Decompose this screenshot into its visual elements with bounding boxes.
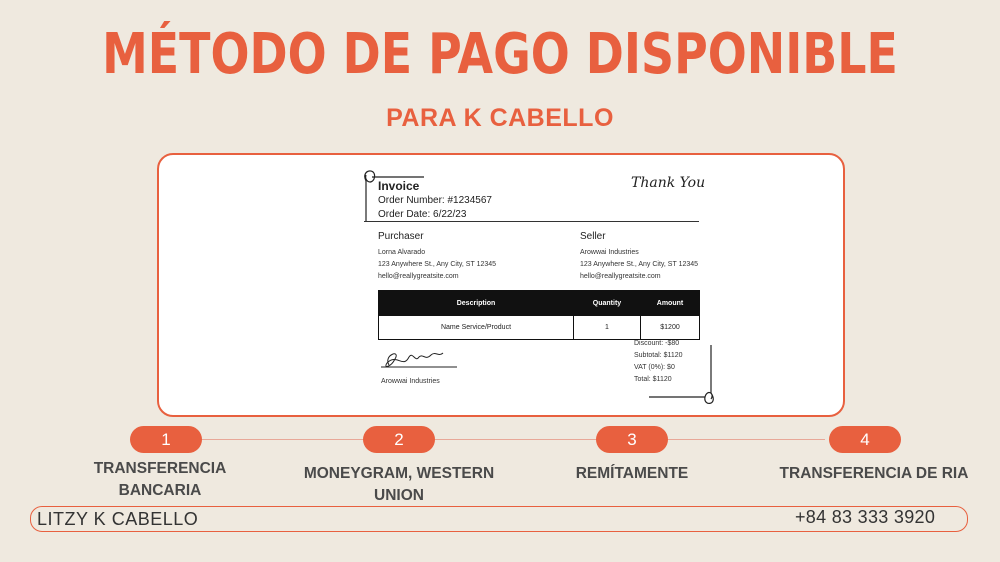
step-label-line: MONEYGRAM, WESTERN	[303, 465, 495, 482]
table-cell: $1200	[641, 316, 700, 340]
order-number: Order Number: #1234567	[378, 195, 492, 206]
step-badge-4: 4	[829, 426, 901, 453]
thank-you-script: Thank You	[631, 175, 706, 191]
invoice-heading: Invoice	[378, 179, 420, 193]
invoice-table	[378, 290, 700, 340]
step-label-4	[764, 463, 984, 485]
vat: VAT (0%): $0	[634, 364, 675, 371]
contact-phone: +84 83 333 3920	[795, 507, 936, 527]
purchaser-label: Purchaser	[378, 231, 424, 242]
step-badge-2: 2	[363, 426, 435, 453]
step-label-2	[290, 463, 508, 507]
signature-name: Arowwai Industries	[381, 378, 440, 385]
corner-flourish-icon	[649, 345, 719, 407]
step-label-line: UNION	[374, 487, 424, 504]
step-label-line: TRANSFERENCIA	[93, 460, 227, 477]
purchaser-name: Lorna Alvarado	[378, 249, 426, 256]
step-label-1	[60, 458, 260, 502]
step-label-line: REMÍTAMENTE	[575, 465, 689, 482]
subtotal: Subtotal: $1120	[634, 352, 683, 359]
purchaser-email: hello@reallygreatsite.com	[378, 273, 459, 280]
table-cell: Name Service/Product	[379, 316, 574, 340]
order-date: Order Date: 6/22/23	[378, 209, 467, 220]
table-row	[379, 316, 700, 340]
total: Total: $1120	[634, 376, 672, 383]
page-subtitle: PARA K CABELLO	[386, 104, 614, 132]
discount: Discount: -$80	[634, 340, 680, 347]
seller-email: hello@reallygreatsite.com	[580, 273, 661, 280]
seller-label: Seller	[580, 231, 606, 242]
seller-address: 123 Anywhere St., Any City, ST 12345	[580, 261, 699, 268]
table-header: Quantity	[574, 291, 641, 316]
table-cell: 1	[574, 316, 641, 340]
divider	[364, 221, 699, 222]
step-badge-1: 1	[130, 426, 202, 453]
steps-connector	[200, 439, 825, 440]
seller-name: Arowwai Industries	[580, 249, 639, 256]
step-label-line: BANCARIA	[118, 482, 202, 499]
contact-name: LITZY K CABELLO	[37, 509, 199, 529]
invoice-card	[157, 153, 845, 417]
signature-image	[379, 343, 459, 373]
step-label-line: TRANSFERENCIA DE RIA	[779, 465, 969, 482]
step-badge-3: 3	[596, 426, 668, 453]
step-label-3	[532, 463, 732, 485]
table-header: Description	[379, 291, 574, 316]
table-header: Amount	[641, 291, 700, 316]
purchaser-address: 123 Anywhere St., Any City, ST 12345	[378, 261, 497, 268]
page-title: MÉTODO DE PAGO DISPONIBLE	[102, 22, 898, 87]
